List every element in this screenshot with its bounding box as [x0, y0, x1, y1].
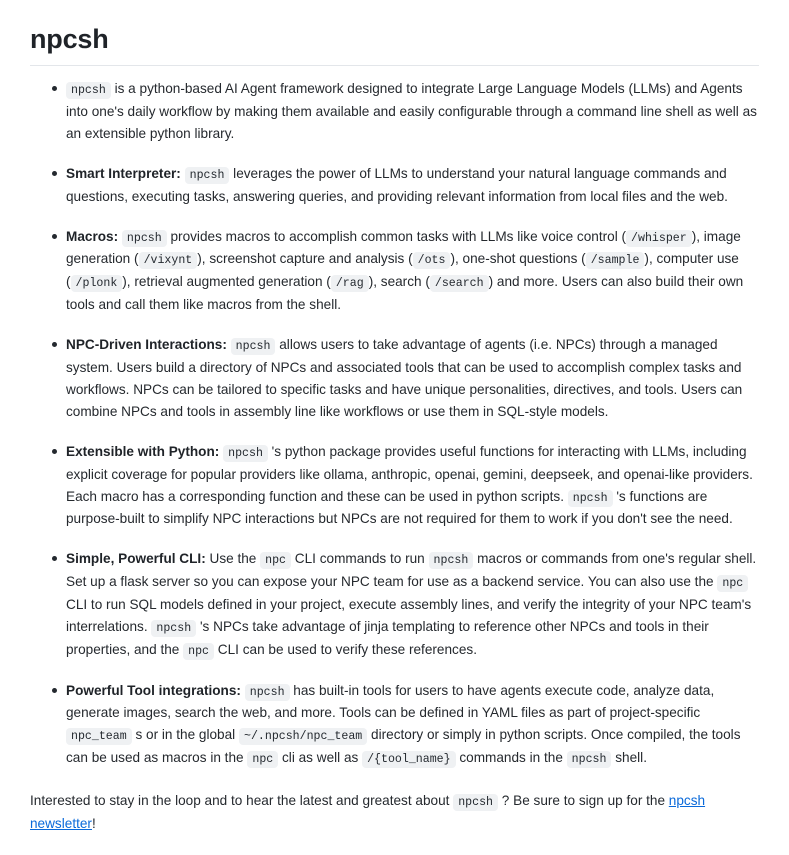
feature-item-label: NPC-Driven Interactions: — [66, 336, 227, 352]
text-fragment: Use the — [209, 551, 261, 567]
text-fragment: ), retrieval augmented generation ( — [122, 274, 331, 290]
inline-code: /{tool_name} — [362, 751, 456, 768]
text-fragment: cli as well as — [278, 750, 363, 766]
inline-code: /ots — [413, 252, 451, 269]
text-fragment: macros or commands from one's regular shell. Set up a flask server so you can expose your NPC team for use as a backend service. You can also use the — [66, 551, 757, 590]
text-fragment: ? Be sure to sign up for the — [498, 792, 669, 808]
text-fragment: CLI can be used to verify these references. — [214, 641, 477, 657]
text-fragment: CLI to run SQL models defined in your project, execute assembly lines, and verify the integrity of your NPC team's interrelations. — [66, 596, 752, 634]
feature-list — [30, 78, 759, 770]
text-fragment: 's python package provides useful functions for interacting with LLMs, including explicit coverage for popular providers like ollama, anthropic, openai, gemini, deepseek, and openai-like providers. Each macro has a corresponding function and these can be used in python scripts. — [66, 443, 753, 504]
feature-item — [52, 78, 759, 145]
feature-item — [52, 548, 759, 661]
feature-item — [52, 163, 759, 208]
newsletter-note — [30, 790, 759, 835]
inline-code: npc_team — [66, 728, 132, 745]
inline-code: npc — [183, 643, 214, 660]
feature-item-label: Macros: — [66, 228, 119, 244]
feature-item — [52, 334, 759, 423]
text-fragment: ), one-shot questions ( — [450, 251, 586, 267]
text-fragment: leverages the power of LLMs to understand your natural language commands and questions, executing tasks, answering queries, and providing relevant information from local files and the web. — [66, 165, 728, 204]
text-fragment: shell. — [611, 750, 647, 766]
inline-code: npcsh — [453, 794, 498, 811]
page-title: npcsh — [30, 24, 759, 66]
text-fragment: CLI commands to run — [291, 551, 429, 567]
inline-code: ~/.npcsh/npc_team — [239, 728, 367, 745]
inline-code: npcsh — [568, 490, 613, 507]
inline-code: npc — [717, 575, 748, 592]
inline-code: /vixynt — [139, 252, 198, 269]
text-fragment: Interested to stay in the loop and to hear the latest and greatest about — [30, 792, 454, 808]
feature-item-label: Simple, Powerful CLI: — [66, 551, 206, 567]
text-fragment: is a python-based AI Agent framework designed to integrate Large Language Models (LLMs) and Agents into one's daily workflow by making them available and easily configurable through a command line shell as well as an extensible python library. — [66, 81, 757, 141]
inline-code: npcsh — [151, 620, 196, 637]
text-fragment: ), search ( — [368, 274, 430, 290]
inline-code: npc — [260, 552, 291, 569]
text-fragment: ), image generation ( — [66, 228, 741, 267]
inline-code: /whisper — [626, 230, 692, 247]
inline-code: /rag — [331, 275, 369, 292]
text-fragment: allows users to take advantage of agents (i.e. NPCs) through a managed system. Users build a directory of NPCs and associated tools that can be used to accomplish complex tasks and workflows. NPCs can be tailored to specific tasks and have unique personalities, directives, and tools. Users can combine NPCs and tools in assembly line like workflows or use them in SQL-style models. — [66, 336, 743, 419]
feature-item — [52, 680, 759, 770]
text-fragment: 's NPCs take advantage of jinja templating to reference other NPCs and tools in their properties, and the — [66, 618, 709, 657]
text-fragment: s or in the global — [131, 727, 239, 743]
text-fragment: ), computer use ( — [66, 251, 739, 290]
text-fragment: ), screenshot capture and analysis ( — [197, 251, 413, 267]
inline-code: npcsh — [185, 167, 230, 184]
inline-code: npcsh — [245, 684, 290, 701]
feature-item-label: Extensible with Python: — [66, 443, 220, 459]
feature-item-label: Smart Interpreter: — [66, 165, 181, 181]
inline-code: npcsh — [429, 552, 474, 569]
text-fragment: provides macros to accomplish common tasks with LLMs like voice control ( — [166, 228, 627, 244]
text-fragment: directory or simply in python scripts. Once compiled, the tools can be used as macros in the — [66, 727, 741, 766]
inline-code: npcsh — [223, 445, 268, 462]
feature-item-label: Powerful Tool integrations: — [66, 682, 241, 698]
inline-code: /search — [430, 275, 489, 292]
inline-code: npc — [247, 751, 278, 768]
feature-item — [52, 226, 759, 316]
text-fragment: ! — [91, 815, 96, 831]
inline-code: npcsh — [122, 230, 167, 247]
inline-code: /sample — [586, 252, 645, 269]
inline-code: npcsh — [567, 751, 612, 768]
text-fragment: ) and more. Users can also build their own tools and call them like macros from the shell. — [66, 274, 744, 312]
inline-code: npcsh — [66, 82, 111, 99]
text-fragment: has built-in tools for users to have agents execute code, analyze data, generate images, search the web, and more. Tools can be defined in YAML files as part of project-specific — [66, 682, 715, 721]
text-fragment: 's functions are purpose-built to simplify NPC interactions but NPCs are not required for them to work if you don't see the need. — [66, 488, 733, 527]
text-fragment: commands in the — [455, 750, 567, 766]
feature-item — [52, 441, 759, 531]
inline-code: npcsh — [231, 338, 276, 355]
inline-code: /plonk — [71, 275, 123, 292]
newsletter-link[interactable]: npcsh newsletter — [30, 792, 706, 831]
